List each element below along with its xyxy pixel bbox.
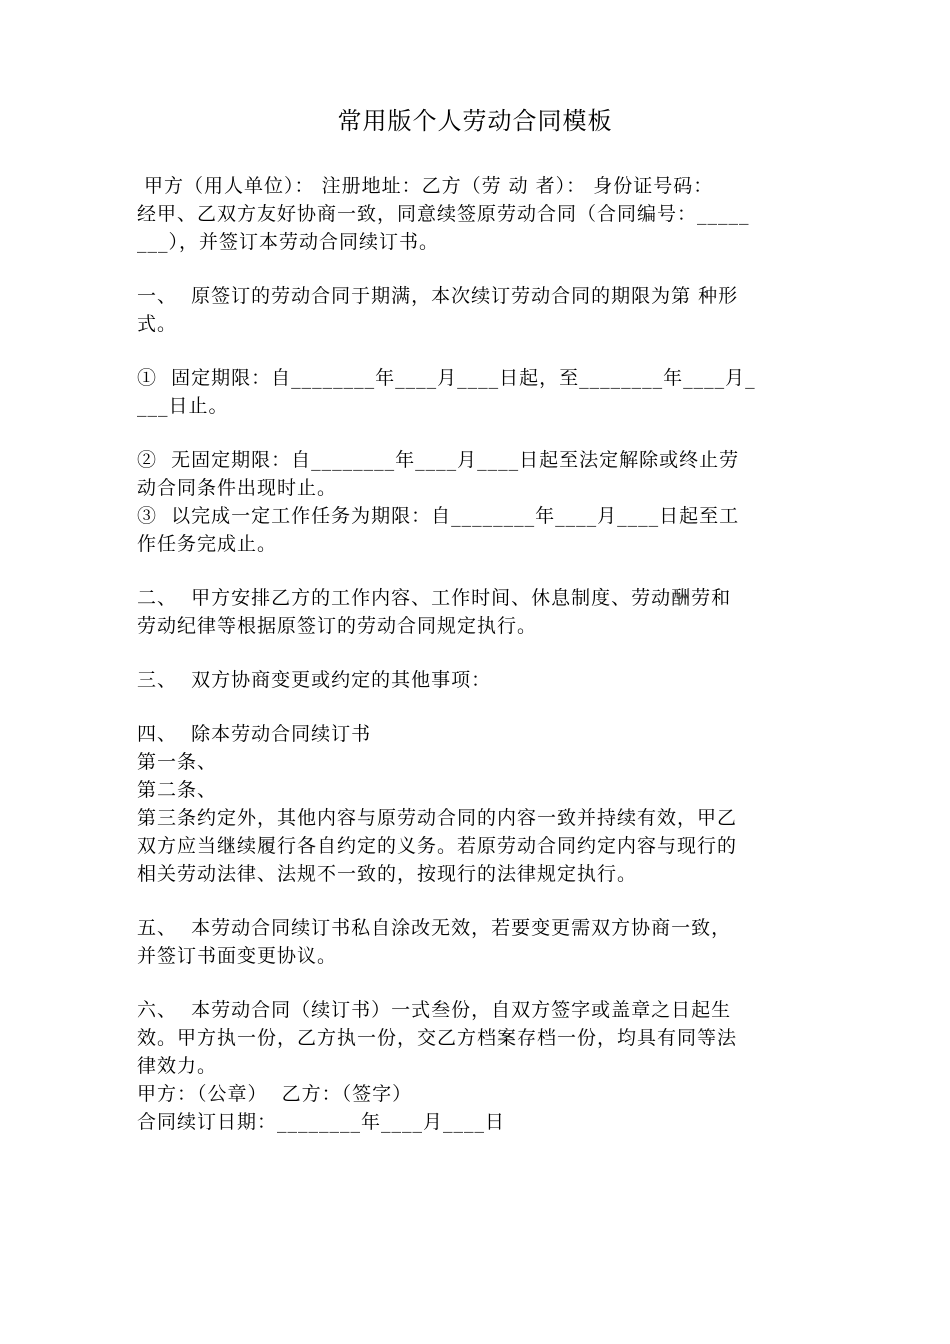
clause-3-line: 三、 双方协商变更或约定的其他事项： (137, 669, 492, 691)
document-body (137, 172, 817, 1136)
intro-line: 甲方（用人单位）： 注册地址：乙方（劳 动 者）： 身份证号码： (137, 175, 714, 197)
clause-5-line: 并签订书面变更协议。 (137, 945, 338, 967)
clause-2-line: 劳动纪律等根据原签订的劳动合同规定执行。 (137, 615, 538, 637)
clause-1-line: 式。 (137, 313, 178, 335)
clause-1-paragraph (137, 282, 817, 338)
clause-1-line: 一、 原签订的劳动合同于期满，本次续订劳动合同的期限为第 种形 (137, 285, 739, 307)
clause-2-paragraph (137, 584, 817, 640)
clause-4-line: 第二条、 (137, 779, 218, 801)
task-term-line: 作任务完成止。 (137, 533, 278, 555)
task-term-line: ③ 以完成一定工作任务为期限：自________年____月____日起至工 (137, 505, 740, 527)
clause-3-paragraph (137, 666, 817, 694)
signature-line: 甲方：（公章） 乙方：（签字） (137, 1083, 413, 1105)
document-title: 常用版个人劳动合同模板 (337, 107, 613, 135)
renewal-date-line: 合同续订日期：________年____月____日 (137, 1111, 506, 1133)
fixed-term-line: ___日止。 (137, 395, 229, 417)
clause-6-line: 律效力。 (137, 1055, 218, 1077)
clause-4-line: 第三条约定外，其他内容与原劳动合同的内容一致并持续有效，甲乙 (137, 807, 738, 829)
clause-4-paragraph (137, 720, 817, 888)
clause-6-line: 效。甲方执一份，乙方执一份，交乙方档案存档一份，均具有同等法 (137, 1027, 738, 1049)
fixed-term-option (137, 364, 817, 420)
fixed-term-line: ① 固定期限：自________年____月____日起，至________年____月_ (137, 367, 756, 389)
open-term-line: ② 无固定期限：自________年____月____日起至法定解除或终止劳 (137, 449, 740, 471)
intro-paragraph (137, 172, 817, 256)
clause-6-paragraph (137, 996, 817, 1136)
clause-4-line: 双方应当继续履行各自约定的义务。若原劳动合同约定内容与现行的 (137, 835, 738, 857)
intro-line: ___），并签订本劳动合同续订书。 (137, 231, 440, 253)
clause-4-line: 四、 除本劳动合同续订书 (137, 723, 372, 745)
intro-line: 经甲、乙双方友好协商一致，同意续签原劳动合同（合同编号：_____ (137, 203, 750, 225)
clause-5-line: 五、 本劳动合同续订书私自涂改无效，若要变更需双方协商一致， (137, 917, 732, 939)
clause-6-line: 六、 本劳动合同（续订书）一式叁份，自双方签字或盖章之日起生 (137, 999, 732, 1021)
open-term-and-task-options (137, 446, 817, 558)
clause-4-line: 第一条、 (137, 751, 218, 773)
clause-5-paragraph (137, 914, 817, 970)
clause-2-line: 二、 甲方安排乙方的工作内容、工作时间、休息制度、劳动酬劳和 (137, 587, 732, 609)
clause-4-line: 相关劳动法律、法规不一致的，按现行的法律规定执行。 (137, 863, 638, 885)
open-term-line: 动合同条件出现时止。 (137, 477, 338, 499)
